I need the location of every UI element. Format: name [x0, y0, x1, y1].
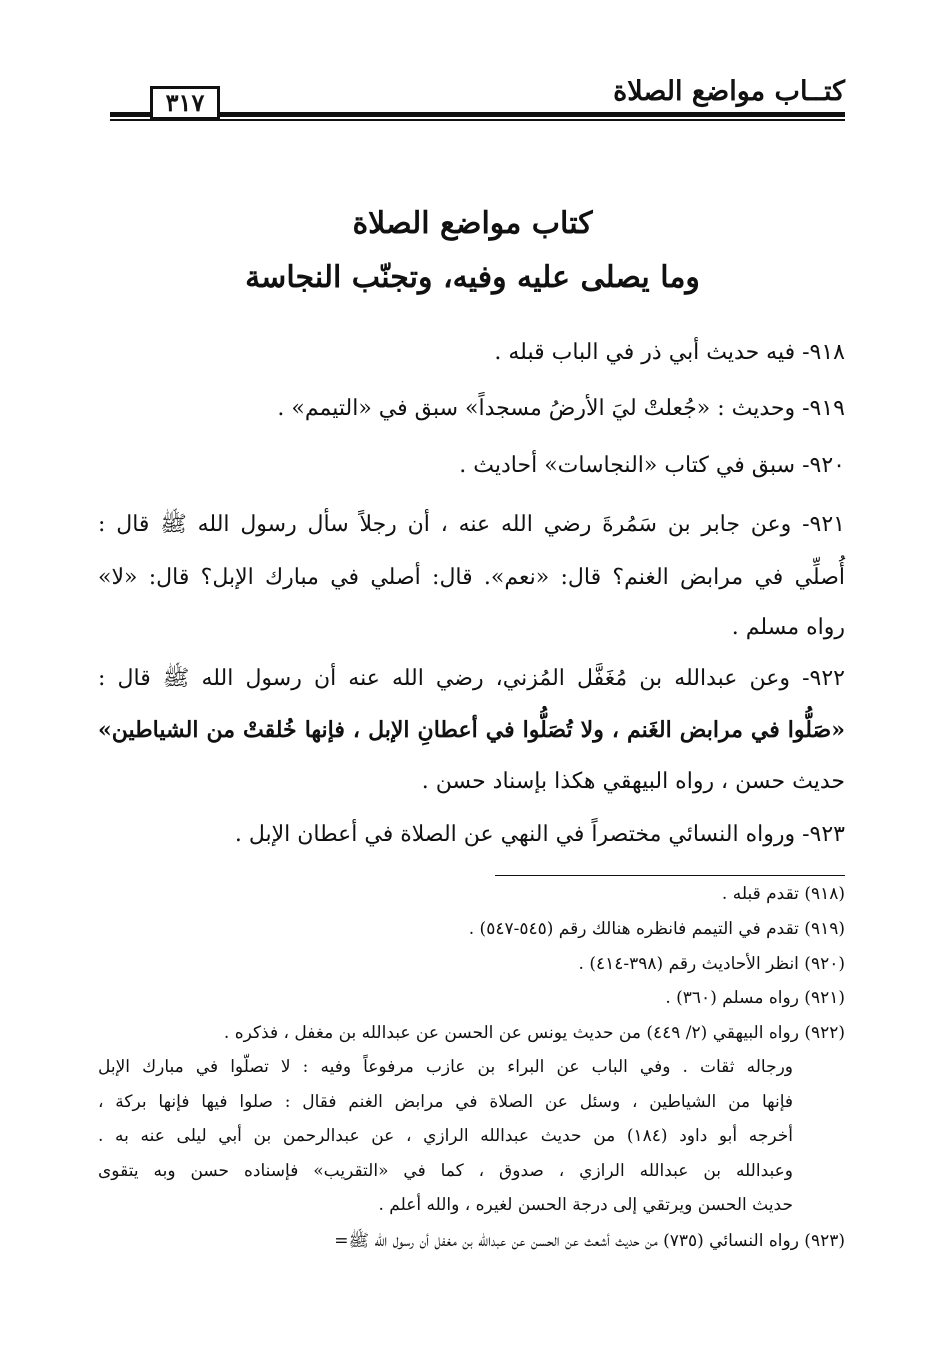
- footnote-922-line-3: فإنها من الشياطين ، وسئل عن الصلاة في مرابض الغنم فقال : صلوا فيها فإنها بركة ،: [98, 1092, 793, 1112]
- hadith-922-line-1: ٩٢٢- وعن عبدالله بن مُغَفَّل المُزني، رضي الله عنه أن رسول الله ﷺ قال :: [98, 666, 845, 691]
- hadith-918: ٩١٨- فيه حديث أبي ذر في الباب قبله .: [494, 340, 845, 365]
- footnote-921: (٩٢١) رواه مسلم (٣٦٠) .: [665, 988, 845, 1008]
- hadith-920: ٩٢٠- سبق في كتاب «النجاسات» أحاديث .: [459, 453, 845, 478]
- footnote-919: (٩١٩) تقدم في التيمم فانظره هنالك رقم (٥٤٥-٥٤٧) .: [468, 919, 845, 939]
- footnote-920: (٩٢٠) انظر الأحاديث رقم (٣٩٨-٤١٤) .: [578, 954, 845, 974]
- footnote-918: (٩١٨) تقدم قبله .: [721, 884, 845, 904]
- hadith-921-line-2: أُصلِّي في مرابض الغنم؟ قال: «نعم». قال: أصلي في مبارك الإبل؟ قال: «لا»: [98, 565, 845, 590]
- footnote-922-line-4: أخرجه أبو داود (١٨٤) من حديث عبدالله الرازي ، عن عبدالرحمن بن أبي ليلى عنه به .: [98, 1126, 793, 1146]
- footnote-922-line-6: حديث الحسن ويرتقي إلى درجة الحسن لغيره ، والله أعلم .: [378, 1195, 793, 1215]
- running-header-title: كتــاب مواضع الصلاة: [613, 76, 845, 107]
- header-rule-thin: [110, 119, 845, 121]
- hadith-919: ٩١٩- وحديث : «جُعلتْ ليَ الأرضُ مسجداً» سبق في «التيمم» .: [277, 396, 845, 421]
- header-rule: [110, 112, 845, 117]
- hadith-921-line-1: ٩٢١- وعن جابر بن سَمُرةَ رضي الله عنه ، أن رجلاً سأل رسول الله ﷺ قال :: [98, 512, 845, 537]
- hadith-923: ٩٢٣- ورواه النسائي مختصراً في النهي عن الصلاة في أعطان الإبل .: [234, 822, 845, 847]
- footnote-922-line-2: ورجاله ثقات . وفي الباب عن البراء بن عازب مرفوعاً وفيه : لا تصلّوا في مبارك الإبل: [98, 1057, 793, 1077]
- chapter-title: كتاب مواضع الصلاة: [352, 206, 593, 241]
- footnote-923: (٩٢٣) رواه النسائي (٧٣٥) من حديث أشعث عن الحسن عن عبدالله بن مغفل أن رسول الله ﷺ=: [334, 1231, 845, 1251]
- page-number: ٣١٧: [150, 86, 220, 120]
- chapter-subtitle: وما يصلى عليه وفيه، وتجنّب النجاسة: [245, 260, 700, 295]
- hadith-921-line-3: رواه مسلم .: [731, 615, 845, 640]
- footnote-separator: [495, 875, 845, 876]
- footnote-922-line-5: وعبدالله بن عبدالله الرازي ، صدوق ، كما في «التقريب» فإسناده حسن وبه يتقوى: [98, 1161, 793, 1181]
- hadith-922-line-2: «صَلُّوا في مرابض الغَنم ، ولا تُصَلُّوا في أعطانِ الإبل ، فإنها خُلقتْ من الشياطين»: [98, 717, 845, 743]
- hadith-922-line-3: حديث حسن ، رواه البيهقي هكذا بإسناد حسن .: [421, 769, 845, 794]
- footnote-922-line-1: (٩٢٢) رواه البيهقي (٢/ ٤٤٩) من حديث يونس عن الحسن عن عبدالله بن مغفل ، فذكره .: [223, 1023, 845, 1043]
